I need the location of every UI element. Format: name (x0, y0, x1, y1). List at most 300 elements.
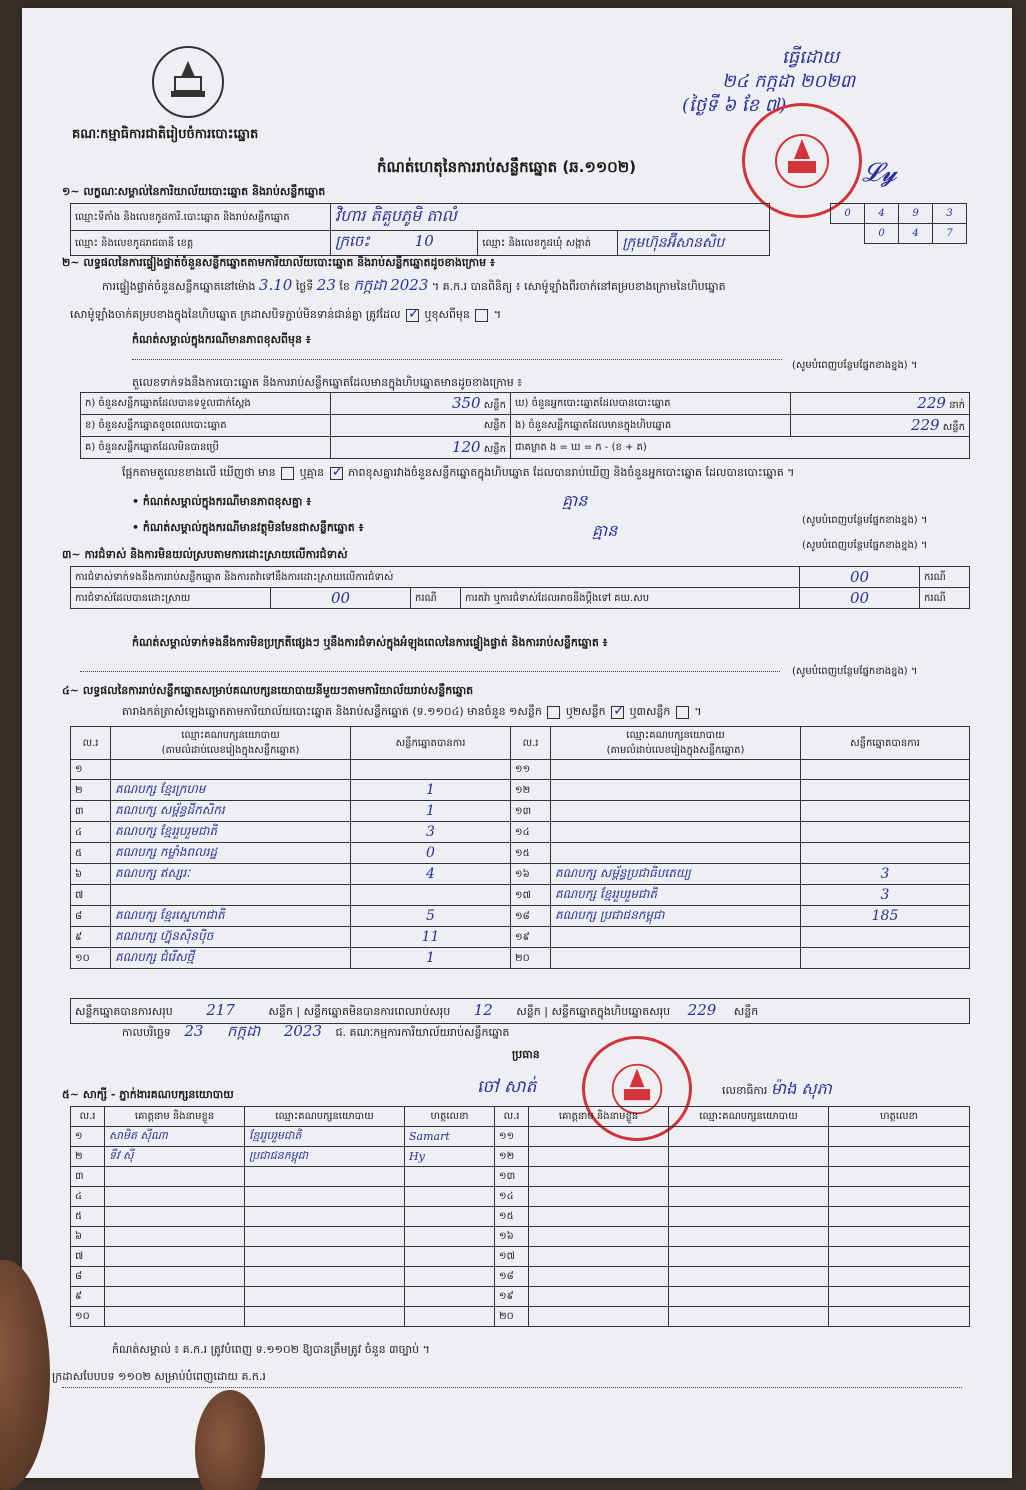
total-valid-label: សន្លឹកឆ្នោតបានការសរុប (75, 1005, 173, 1018)
party-votes (801, 760, 970, 780)
total-box-value: 229 (687, 1001, 717, 1019)
party-votes (351, 885, 511, 906)
handwritten-note-1: ធ្វើដោយ (782, 47, 840, 68)
table-row (71, 948, 970, 969)
section2-heading: ២~ លទ្ធផលនៃការផ្ទៀងផ្ទាត់ចំនួនសន្លឹកឆ្នោតតាមការិយាល័យបោះឆ្នោត និងរាប់សន្លឹកឆ្នោតដូចខាងក្រោម ៖ (62, 256, 495, 269)
unused-label: គ) ចំនួនសន្លឹកឆ្នោតដែលមិនបានប្រើ (81, 437, 331, 459)
row-number: ៦ (71, 864, 111, 885)
same-checkbox[interactable] (406, 309, 419, 322)
tally-3-label: ឬ៣សន្លឹក (629, 705, 671, 718)
witness-signature (829, 1147, 970, 1167)
row-number: ១៧ (495, 1247, 529, 1267)
tally-sheet-text: តារាងកត់ត្រាសំឡេងឆ្នោតតាមការិយាល័យបោះឆ្នោត និងរាប់សន្លឹកឆ្នោត (ទ.១១០៤) មានចំនួន ១សន្លឹក (122, 705, 542, 718)
witness-signature (405, 1307, 495, 1327)
figures-table (80, 392, 970, 459)
party-name: គណបក្ស ឥស្សរៈ (111, 864, 351, 885)
witness-name: សាមិត ស៊ីណា (105, 1127, 245, 1147)
same-label: ត្រូវដែល (365, 308, 401, 321)
difference-note-label: កំណត់សម្គាល់ក្នុងករណីមានភាពខុសពីមុន ៖ (132, 333, 311, 346)
section4-heading: ៤~ លទ្ធផលនៃការរាប់សន្លឹកឆ្នោតសម្រាប់គណបក្សនយោបាយនីមួយៗតាមការិយាល័យរាប់សន្លឹកឆ្នោត (62, 684, 474, 697)
document-page (22, 8, 1012, 1478)
table-row (71, 927, 970, 948)
col-no: ល.រ (495, 1107, 529, 1127)
received-unit: សន្លឹក (483, 400, 506, 411)
witness-party (669, 1167, 829, 1187)
witness-signature (829, 1187, 970, 1207)
verification-year: 2023 (390, 276, 429, 294)
row-number: ១៩ (511, 927, 551, 948)
party-votes: 0 (351, 843, 511, 864)
party-name: គណបក្ស ខ្មែរស្នេហាជាតិ (111, 906, 351, 927)
date-month: កក្កដា (226, 1022, 261, 1040)
row-number: ៨ (71, 1267, 105, 1287)
unused-unit: សន្លឹក (483, 444, 506, 455)
witness-signature (829, 1207, 970, 1227)
table-row (71, 760, 970, 780)
row-number: ៨ (71, 906, 111, 927)
table-row (71, 906, 970, 927)
row-number: ៧ (71, 885, 111, 906)
total-invalid-unit: សន្លឹក (516, 1005, 541, 1018)
no-discrepancy-checkbox[interactable] (330, 467, 343, 480)
party-name (551, 822, 801, 843)
row-number: ១១ (495, 1127, 529, 1147)
col-name: គោត្តនាម និងនាមខ្លួន (529, 1107, 669, 1127)
witness-signature (405, 1287, 495, 1307)
difference-note-line (132, 358, 782, 360)
station-code-table (830, 203, 967, 244)
party-name (111, 885, 351, 906)
row-number: ១៨ (511, 906, 551, 927)
witness-signature: Samart (405, 1127, 495, 1147)
figures-intro: តួលេខទាក់ទងនឹងការបោះឆ្នោត និងការរាប់សន្លឹកឆ្នោតដែលមានក្នុងហិបឆ្នោតមានដូចខាងក្រោម ៖ (132, 376, 523, 389)
row-number: ២ (71, 780, 111, 801)
party-votes: 1 (351, 801, 511, 822)
witness-name (529, 1307, 669, 1327)
received-value: 350 (451, 394, 481, 412)
witness-name (529, 1167, 669, 1187)
province-label: ឈ្មោះ និងលេខកូដរាជធានី ខេត្ត (71, 231, 331, 256)
party-votes: 4 (351, 864, 511, 885)
voters-unit: នាក់ (949, 400, 965, 411)
row-number: ១៤ (495, 1187, 529, 1207)
witness-party (669, 1147, 829, 1167)
witness-party (245, 1267, 405, 1287)
table-row (71, 1267, 970, 1287)
received-label: ក) ចំនួនសន្លឹកឆ្នោតដែលបានទទួលជាក់ស្ដែង (81, 393, 331, 415)
ballots-in-box-cell (791, 415, 970, 437)
total-box-label: សន្លឹកឆ្នោតក្នុងហិបឆ្នោតសរុប (551, 1005, 671, 1018)
party-votes: 1 (351, 780, 511, 801)
org-name: គណៈកម្មាធិការជាតិរៀបចំការបោះឆ្នោត (72, 127, 259, 142)
col-party-sub: (តាមលំដាប់លេខរៀងក្នុងសន្លឹកឆ្នោត) (161, 745, 300, 756)
party-name: គណបក្ស ប្រជាជនកម្ពុជា (551, 906, 801, 927)
bullet-discrepancy-hint: (សូមបំពេញបន្ថែមផ្នែកខាងខ្នង) ។ (802, 515, 928, 526)
table-row (71, 1287, 970, 1307)
tally-sheet-line: តារាងកត់ត្រាសំឡេងឆ្នោតតាមការិយាល័យបោះឆ្នោត និងរាប់សន្លឹកឆ្នោត (ទ.១១០៤) មានចំនួន ១សន្លឹក ឬ២សន្លឹក ✓ ឬ៣សន្លឹក ។ (122, 705, 702, 721)
witness-name (105, 1187, 245, 1207)
verification-time-label: ការផ្ទៀងផ្ទាត់ចំនួនសន្លឹកឆ្នោតនៅម៉ោង (102, 280, 256, 293)
province-value (331, 231, 478, 256)
party-name: គណបក្ស ខ្មែររួបរួមជាតិ (111, 822, 351, 843)
party-name (551, 927, 801, 948)
tally-2-checkbox[interactable] (611, 706, 624, 719)
witness-name (105, 1247, 245, 1267)
col-sign: ហត្ថលេខា (405, 1107, 495, 1127)
party-name: គណបក្ស សម្ព័ន្ធប្រជាធិបតេយ្យ (551, 864, 801, 885)
witness-name (529, 1247, 669, 1267)
total-invalid-value: 12 (473, 1001, 493, 1019)
chair-name: ចៅ សាត់ (477, 1077, 537, 1097)
row-number: ១០ (71, 948, 111, 969)
witness-name: ទីវ ស៊ី (105, 1147, 245, 1167)
row-number: ១៥ (495, 1207, 529, 1227)
witness-signature: Hy (405, 1147, 495, 1167)
bullet-discrepancy-value: គ្មាន (562, 491, 588, 510)
witness-name (529, 1207, 669, 1227)
table-row (71, 1227, 970, 1247)
complaints-row-label: ការជំទាស់ទាក់ទងនឹងការរាប់សន្លឹកឆ្នោត និងការតវ៉ាទៅនឹងការដោះស្រាយលើការជំទាស់ (71, 567, 800, 588)
bullet-foreign: • កំណត់សម្គាល់ក្នុងករណីមានវត្ថុមិនមែនជាសន្លឹកឆ្នោត ៖ (132, 521, 364, 534)
party-name: គណបក្ស ជំរើសថ្មី (111, 948, 351, 969)
row-number: ៣ (71, 1167, 105, 1187)
table-row (71, 1187, 970, 1207)
party-votes (801, 948, 970, 969)
code2-digit: 7 (933, 224, 967, 244)
witness-name (105, 1267, 245, 1287)
commission-label: ជ. គណៈកម្មការការិយាល័យរាប់សន្លឹកឆ្នោត (335, 1026, 510, 1039)
col-no: ល.រ (71, 727, 111, 760)
different-checkbox[interactable] (475, 309, 488, 322)
witness-party (245, 1167, 405, 1187)
unused-value: 120 (451, 438, 481, 456)
table-row (71, 864, 970, 885)
stamp-emblem-icon (772, 131, 832, 191)
irregularity-hint: (សូមបំពេញបន្ថែមផ្នែកខាងខ្នង) ។ (792, 666, 918, 677)
location-table (70, 203, 770, 256)
witness-name (529, 1127, 669, 1147)
witness-party (245, 1247, 405, 1267)
party-votes (351, 760, 511, 780)
party-votes: 3 (351, 822, 511, 843)
total-valid-value: 217 (206, 1001, 235, 1019)
row-number: ១៣ (495, 1167, 529, 1187)
discrepancy-line (122, 466, 1002, 482)
witness-name (529, 1227, 669, 1247)
row-number: ៣ (71, 801, 111, 822)
row-number: ២ (71, 1147, 105, 1167)
col-party (551, 727, 801, 760)
party-votes (801, 927, 970, 948)
witness-name (105, 1287, 245, 1307)
section5-heading: ៥~ សាក្សី - ភ្នាក់ងារគណបក្សនយោបាយ (62, 1088, 234, 1101)
witness-party: ប្រជាជនកម្ពុជា (245, 1147, 405, 1167)
complaints-value: 00 (800, 567, 920, 588)
handwritten-note-3: (ថ្ងៃទី ៦ ខែ ៧) (682, 95, 787, 116)
witness-name (529, 1187, 669, 1207)
party-votes: 185 (801, 906, 970, 927)
province-name: ក្រចេះ (335, 232, 370, 250)
row-number: ១៥ (511, 843, 551, 864)
resolved-label: ការជំទាស់ដែលបានដោះស្រាយ (71, 588, 271, 609)
party-votes: 11 (351, 927, 511, 948)
row-number: ៤ (71, 822, 111, 843)
party-name: គណបក្ស ខ្មែររួបរួមជាតិ (551, 885, 801, 906)
row-number: ៧ (71, 1247, 105, 1267)
results-table (70, 726, 970, 969)
table-row (71, 885, 970, 906)
row-number: ៦ (71, 1227, 105, 1247)
party-name (551, 801, 801, 822)
witness-party (669, 1247, 829, 1267)
verification-day: 23 (316, 276, 336, 294)
ballots-in-box-unit: សន្លឹក (942, 422, 965, 433)
table-row (71, 1247, 970, 1267)
table-row (71, 1207, 970, 1227)
appeal-label: ការតវ៉ា ឬការជំទាស់ដែលអាចនឹងប្ដឹងទៅ គឃ.សប (461, 588, 800, 609)
difference-note-hint: (សូមបំពេញបន្ថែមផ្នែកខាងខ្នង) ។ (792, 360, 918, 371)
location-value: វិហារ តិគួបភូមិ តាលំ (331, 204, 770, 231)
party-name (551, 843, 801, 864)
row-number: ១៧ (511, 885, 551, 906)
footnote: កំណត់សម្គាល់ ៖ គ.ក.រ ត្រូវបំពេញ ទ.១១០២ ឱ្យបានត្រឹមត្រូវ ចំនួន ៣ច្បាប់ ។ (112, 1343, 430, 1356)
row-number: ១៦ (495, 1227, 529, 1247)
row-number: ១៨ (495, 1267, 529, 1287)
witness-name (529, 1267, 669, 1287)
code1-digit: 3 (933, 204, 967, 224)
form-footer: ក្រដាសបែបបទ ១១០២ សម្រាប់បំពេញដោយ គ.ក.រ (52, 1370, 266, 1383)
empty-cell (831, 224, 865, 244)
signature-top: 𝓛𝔂 (862, 158, 898, 188)
date-label: កាលបរិច្ឆេទ (122, 1026, 171, 1039)
witness-party (669, 1307, 829, 1327)
appeal-value: 00 (800, 588, 920, 609)
table-row (71, 843, 970, 864)
col-party-title: ឈ្មោះគណបក្សនយោបាយ (181, 730, 280, 741)
month-label: ខែ (339, 280, 350, 293)
witness-name (105, 1307, 245, 1327)
tally-2-label: ឬ២សន្លឹក (565, 705, 606, 718)
nec-logo (152, 46, 224, 118)
complaints-table (70, 566, 970, 609)
table-row (71, 1307, 970, 1327)
date-year: 2023 (283, 1022, 322, 1040)
row-number: ៥ (71, 843, 111, 864)
resolved-unit: ករណី (411, 588, 461, 609)
bullet-foreign-value: គ្មាន (592, 521, 618, 540)
witness-signature (405, 1247, 495, 1267)
col-no: ល.រ (71, 1107, 105, 1127)
complaints-unit: ករណី (920, 567, 970, 588)
party-votes (801, 822, 970, 843)
row-number: ១ (71, 1127, 105, 1147)
row-number: ១៤ (511, 822, 551, 843)
row-number: ១ (71, 760, 111, 780)
table-row (71, 822, 970, 843)
witness-signature (405, 1207, 495, 1227)
party-name: គណបក្ស កម្លាំងពលរដ្ឋ (111, 843, 351, 864)
col-name: គោត្តនាម និងនាមខ្លួន (105, 1107, 245, 1127)
witness-name (105, 1207, 245, 1227)
party-votes: 3 (801, 885, 970, 906)
bullet-foreign-hint: (សូមបំពេញបន្ថែមផ្នែកខាងខ្នង) ។ (802, 540, 928, 551)
party-votes (801, 780, 970, 801)
row-number: ២០ (495, 1307, 529, 1327)
party-name: គណបក្ស ហ្វ៊ុនស៊ិនប៉ិច (111, 927, 351, 948)
formula: ជាគម្លាត ង = ឃ = ក - (ខ + គ) (511, 437, 970, 459)
witness-party (669, 1267, 829, 1287)
witness-signature (405, 1187, 495, 1207)
date-line (122, 1022, 509, 1044)
code2-digit: 4 (899, 224, 933, 244)
code1-digit: 4 (865, 204, 899, 224)
unused-cell (331, 437, 511, 459)
page-title: កំណត់ហេតុនៃការរាប់សន្លឹកឆ្នោត (ឆ.១១០២) (377, 158, 637, 176)
total-invalid-label: សន្លឹកឆ្នោតមិនបានការពេលរាប់សរុប (303, 1005, 451, 1018)
table-row (71, 1167, 970, 1187)
irregularity-line (80, 670, 780, 672)
spoiled-cell (331, 415, 511, 437)
spoiled-unit: សន្លឹក (483, 420, 506, 431)
witness-party (669, 1187, 829, 1207)
verification-month: កក្កដា (353, 276, 387, 294)
col-sign: ហត្ថលេខា (829, 1107, 970, 1127)
row-number: ៥ (71, 1207, 105, 1227)
row-number: ១៣ (511, 801, 551, 822)
section3-heading: ៣~ ការជំទាស់ និងការមិនយល់ស្របតាមការដោះស្រាយលើការជំទាស់ (62, 548, 348, 561)
row-number: ៩ (71, 1287, 105, 1307)
party-votes: 3 (801, 864, 970, 885)
witness-signature (829, 1127, 970, 1147)
secretary-line (722, 1078, 832, 1102)
witness-name (529, 1147, 669, 1167)
date-day: 23 (184, 1022, 204, 1040)
voters-cell (791, 393, 970, 415)
bullet-discrepancy: • កំណត់សម្គាល់ក្នុងករណីមានភាពខុសគ្នា ៖ (132, 495, 312, 508)
commune-label: ឈ្មោះ និងលេខកូដឃុំ សង្កាត់ (478, 231, 618, 256)
party-votes (801, 801, 970, 822)
witness-party (669, 1287, 829, 1307)
tally-3-checkbox[interactable] (676, 706, 689, 719)
secretary-label: លេខាធិការ (722, 1084, 768, 1097)
witness-signature (405, 1267, 495, 1287)
witness-name (529, 1287, 669, 1307)
party-name: គណបក្ស ខ្មែរក្រហម (111, 780, 351, 801)
temple-emblem-icon (163, 57, 213, 107)
witness-party (245, 1207, 405, 1227)
spoiled-label: ខ) ចំនួនសន្លឹកឆ្នោតខូចពេលបោះឆ្នោត (81, 415, 331, 437)
tally-1-checkbox[interactable] (547, 706, 560, 719)
witness-name (105, 1167, 245, 1187)
witness-signature (829, 1267, 970, 1287)
seal-text: សោម៉ូឡាំងចាក់គម្របខាងក្នុងនៃហិបឆ្នោត ក្រដាសបិទភ្ជាប់មិនទាន់ជាន់គ្នា (70, 308, 363, 321)
chair-label: ប្រធាន (512, 1048, 540, 1061)
section1-heading: ១~ លក្ខណៈសម្គាល់នៃការិយាល័យបោះឆ្នោត និងរាប់សន្លឹកឆ្នោត (62, 185, 326, 198)
location-label: ឈ្មោះទីតាំង និងលេខកូដការិ.បោះឆ្នោត និងរាប់សន្លឹកឆ្នោត (71, 204, 331, 231)
party-name (551, 780, 801, 801)
col-party-sub: (តាមលំដាប់លេខរៀងក្នុងសន្លឹកឆ្នោត) (606, 745, 745, 756)
witness-party (245, 1307, 405, 1327)
table-row (71, 780, 970, 801)
province-code: 10 (414, 232, 434, 250)
witness-party (669, 1227, 829, 1247)
voters-value: 229 (917, 394, 946, 412)
verification-text: ។ គ.ក.រ បានពិនិត្យ ៖ សោម៉ូឡាំងពីរចាក់នៅគម្របខាងក្រោមនៃហិបឆ្នោត (431, 280, 726, 293)
day-label: ថ្ងៃទី (295, 280, 314, 293)
witness-party (245, 1287, 405, 1307)
ballots-in-box-label: ង) ចំនួនសន្លឹកឆ្នោតដែលមានក្នុងហិបឆ្នោត (511, 415, 791, 437)
row-number: ២០ (511, 948, 551, 969)
commune-value: ក្រុមហ៊ុនអ៊ីសានសិប (618, 231, 770, 256)
row-number: ៩ (71, 927, 111, 948)
table-row (71, 1147, 970, 1167)
col-party (111, 727, 351, 760)
row-number: ១១ (511, 760, 551, 780)
row-number: ៤ (71, 1187, 105, 1207)
row-number: ១៦ (511, 864, 551, 885)
no-discrepancy-label: ឬគ្មាន (299, 466, 325, 479)
witness-signature (829, 1247, 970, 1267)
verification-line-1 (102, 276, 992, 298)
party-votes (801, 843, 970, 864)
witness-signature (829, 1167, 970, 1187)
verification-line-2: សោម៉ូឡាំងចាក់គម្របខាងក្នុងនៃហិបឆ្នោត ក្រដាសបិទភ្ជាប់មិនទាន់ជាន់គ្នា ត្រូវដែល ✓ ឬខុសពីមុន ។ (70, 308, 501, 324)
totals-line: សន្លឹកឆ្នោតបានការសរុប 217 សន្លឹក | សន្លឹកឆ្នោតមិនបានការពេលរាប់សរុប 12 សន្លឹក | សន្លឹកឆ្នោតក្នុងហិបឆ្នោតសរុប 229 សន្លឹក (70, 998, 970, 1024)
handwritten-note-2: ២៤ កក្កដា ២០២៣ (722, 71, 856, 92)
party-name (111, 760, 351, 780)
appeal-unit: ករណី (920, 588, 970, 609)
row-number: ១៩ (495, 1287, 529, 1307)
witness-signature (405, 1167, 495, 1187)
party-name (551, 760, 801, 780)
table-row (71, 1127, 970, 1147)
party-votes: 1 (351, 948, 511, 969)
row-number: ១២ (511, 780, 551, 801)
total-box-unit: សន្លឹក (733, 1005, 759, 1018)
col-no: ល.រ (511, 727, 551, 760)
secretary-name: ម៉ាង សុភា (770, 1079, 832, 1098)
received-cell (331, 393, 511, 415)
official-stamp-top (742, 103, 862, 218)
code2-digit: 0 (865, 224, 899, 244)
witness-name (105, 1227, 245, 1247)
discrepancy-label: ផ្អែកតាមតួលេខខាងលើ ឃើញថា មាន (122, 466, 276, 479)
has-discrepancy-checkbox[interactable] (281, 467, 294, 480)
witness-party: ខ្មែររួបរួមជាតិ (245, 1127, 405, 1147)
footer-rule (62, 1386, 962, 1388)
col-votes: សន្លឹកឆ្នោតបានការ (801, 727, 970, 760)
code1-digit: 0 (831, 204, 865, 224)
witness-party (245, 1187, 405, 1207)
irregularity-note: កំណត់សម្គាល់ទាក់ទងនឹងការមិនប្រក្រតីផ្សេងៗ ឬនឹងការជំទាស់ក្នុងអំឡុងពេលនៃការផ្ទៀងផ្ទាត់ និងការរាប់សន្លឹកឆ្នោត ៖ (132, 636, 608, 649)
code1-digit: 9 (899, 204, 933, 224)
party-name: គណបក្ស សម្ព័ន្ធដីកសិករ (111, 801, 351, 822)
different-label: ឬខុសពីមុន (424, 308, 470, 321)
witness-signature (829, 1307, 970, 1327)
discrepancy-text: ភាពខុសគ្នារវាងចំនួនសន្លឹកឆ្នោតក្នុងហិបឆ្នោត ដែលបានរាប់ឃើញ និងចំនួនអ្នកបោះឆ្នោត ដែលបានបោះឆ្នោត ។ (348, 466, 795, 479)
witnesses-table (70, 1106, 970, 1327)
resolved-value: 00 (271, 588, 411, 609)
table-row (71, 801, 970, 822)
witness-party (669, 1207, 829, 1227)
col-votes: សន្លឹកឆ្នោតបានការ (351, 727, 511, 760)
witness-signature (829, 1287, 970, 1307)
col-party: ឈ្មោះគណបក្សនយោបាយ (669, 1107, 829, 1127)
witness-signature (405, 1227, 495, 1247)
witness-party (669, 1127, 829, 1147)
col-party-title: ឈ្មោះគណបក្សនយោបាយ (626, 730, 725, 741)
row-number: ១០ (71, 1307, 105, 1327)
